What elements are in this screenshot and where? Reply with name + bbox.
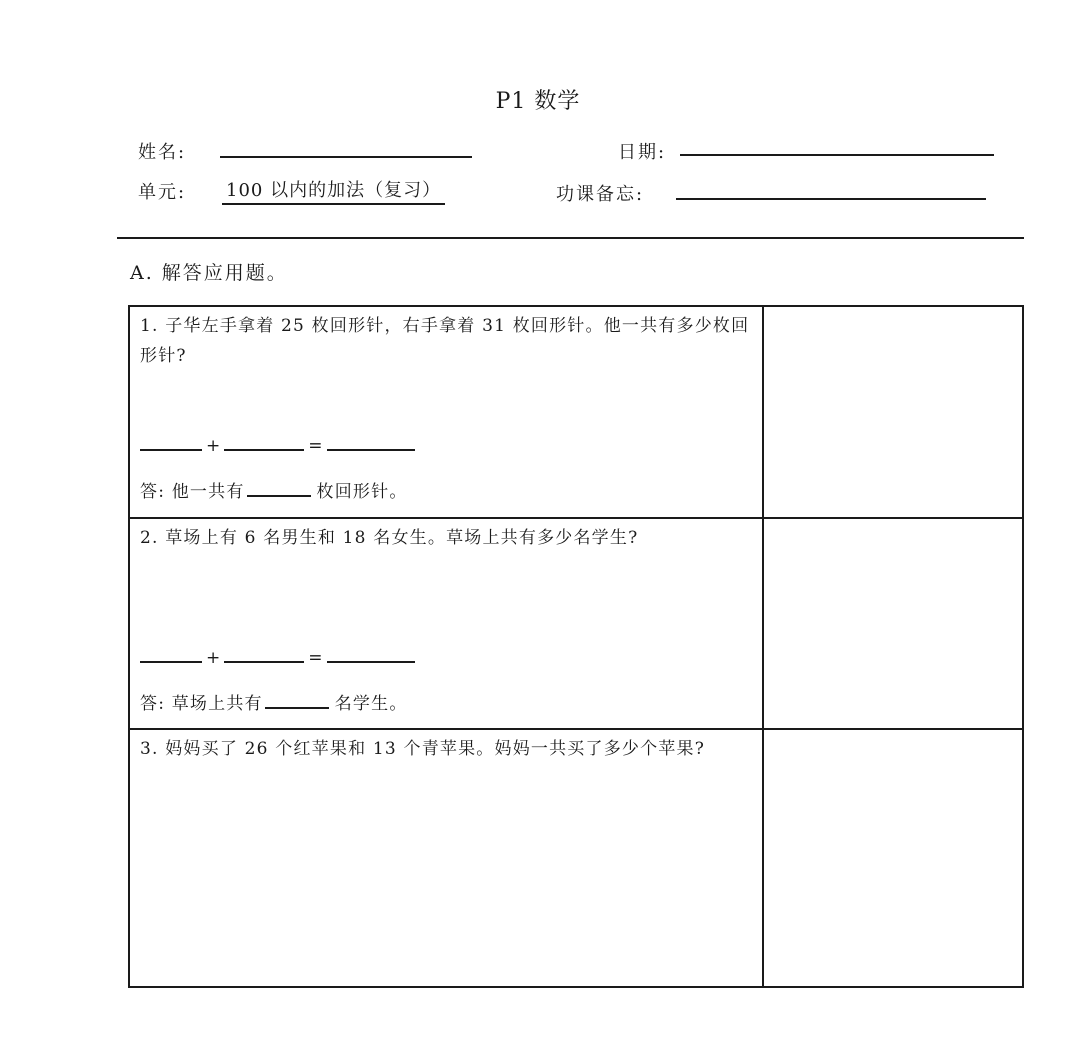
equation-line bbox=[140, 435, 415, 456]
date-label-text: 日期: bbox=[618, 142, 667, 163]
question-text: 2. 草场上有 6 名男生和 18 名女生。草场上共有多少名学生? bbox=[140, 528, 639, 548]
answer-line bbox=[140, 477, 408, 502]
homework-label bbox=[556, 180, 644, 206]
sum-blank[interactable] bbox=[327, 647, 415, 663]
answer-blank[interactable] bbox=[247, 481, 311, 497]
work-cell[interactable] bbox=[763, 306, 1023, 518]
table-row bbox=[129, 729, 1023, 987]
answer-suffix: 名学生。 bbox=[334, 694, 408, 714]
answer-suffix: 枚回形针。 bbox=[316, 482, 408, 502]
addend-blank[interactable] bbox=[140, 647, 202, 663]
work-cell[interactable] bbox=[763, 518, 1023, 729]
page-title: P1 数学 bbox=[495, 89, 581, 114]
addend-blank[interactable] bbox=[224, 435, 304, 451]
equals-sign: = bbox=[308, 436, 323, 456]
equals-sign: = bbox=[308, 648, 323, 668]
addend-blank[interactable] bbox=[140, 435, 202, 451]
name-label-text: 姓名: bbox=[138, 142, 187, 163]
plus-sign: + bbox=[206, 436, 221, 456]
unit-label bbox=[138, 178, 186, 204]
unit-value: 100 以内的加法（复习） bbox=[222, 176, 445, 205]
question-cell bbox=[129, 729, 763, 987]
work-cell[interactable] bbox=[763, 729, 1023, 987]
equation-line bbox=[140, 647, 415, 668]
plus-sign: + bbox=[206, 648, 221, 668]
unit-label-text: 单元: bbox=[138, 182, 187, 203]
answer-prefix: 答: 草场上共有 bbox=[140, 694, 263, 714]
problems-table bbox=[128, 305, 1024, 988]
header-divider bbox=[117, 237, 1024, 239]
addend-blank[interactable] bbox=[224, 647, 304, 663]
answer-prefix: 答: 他一共有 bbox=[140, 482, 245, 502]
question-text: 1. 子华左手拿着 25 枚回形针，右手拿着 31 枚回形针。他一共有多少枚回形针? bbox=[140, 316, 750, 366]
answer-blank[interactable] bbox=[265, 693, 329, 709]
table-row bbox=[129, 306, 1023, 518]
sum-blank[interactable] bbox=[327, 435, 415, 451]
date-blank-line[interactable] bbox=[680, 154, 994, 156]
homework-label-text: 功课备忘: bbox=[556, 184, 645, 205]
question-cell bbox=[129, 306, 763, 518]
name-label bbox=[138, 138, 186, 164]
section-heading: A. 解答应用题。 bbox=[130, 262, 288, 284]
table-row bbox=[129, 518, 1023, 729]
question-cell bbox=[129, 518, 763, 729]
homework-blank-line[interactable] bbox=[676, 198, 986, 200]
name-blank-line[interactable] bbox=[220, 156, 472, 158]
question-text: 3. 妈妈买了 26 个红苹果和 13 个青苹果。妈妈一共买了多少个苹果? bbox=[140, 739, 706, 759]
answer-line bbox=[140, 689, 408, 714]
date-label bbox=[618, 138, 666, 164]
